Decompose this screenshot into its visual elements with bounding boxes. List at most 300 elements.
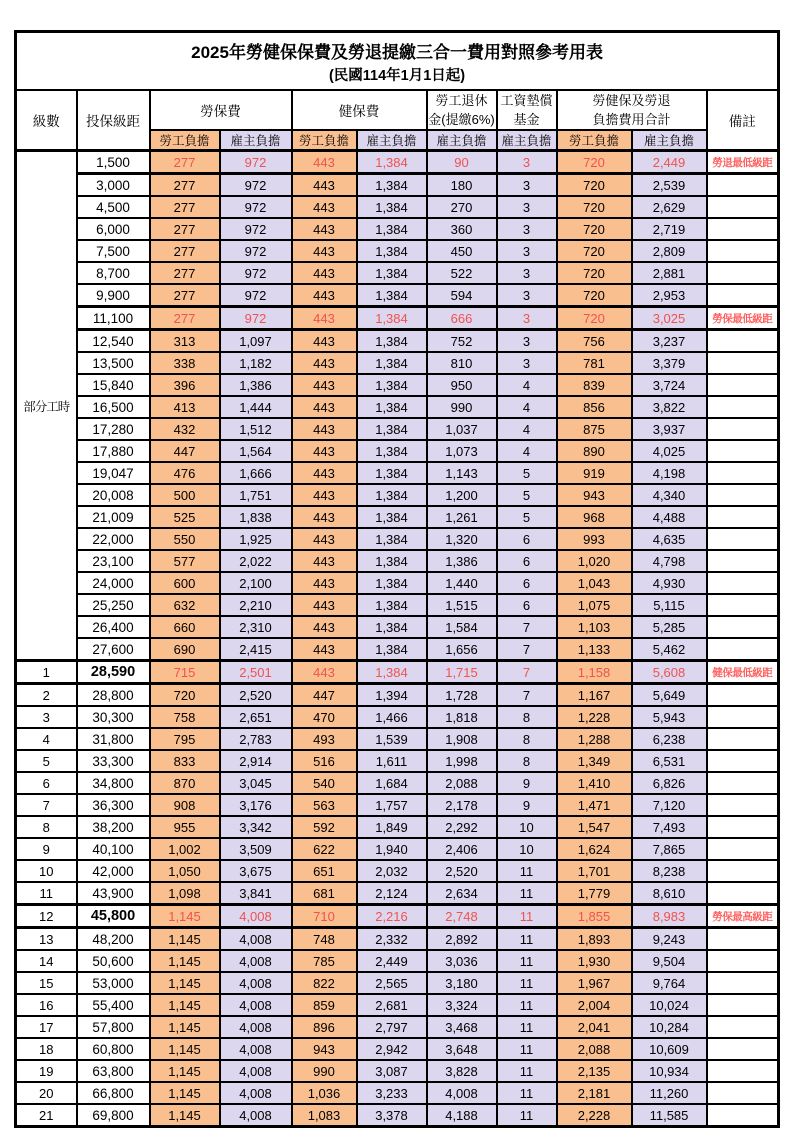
value-cell: 2,088 xyxy=(427,772,497,794)
value-cell: 1,384 xyxy=(357,151,427,174)
value-cell: 443 xyxy=(292,616,357,638)
col-header-pension xyxy=(427,90,497,130)
value-cell: 1,145 xyxy=(150,1104,220,1127)
value-cell: 3,045 xyxy=(220,772,292,794)
value-cell: 3,468 xyxy=(427,1016,497,1038)
value-cell: 1,384 xyxy=(357,572,427,594)
value-cell: 752 xyxy=(427,330,497,353)
bracket-cell: 69,800 xyxy=(77,1104,150,1127)
table-row xyxy=(16,772,779,794)
remark-cell xyxy=(707,240,779,262)
table-row xyxy=(16,882,779,905)
value-cell: 1,466 xyxy=(357,706,427,728)
bracket-cell: 31,800 xyxy=(77,728,150,750)
value-cell: 1,050 xyxy=(150,860,220,882)
value-cell: 4,008 xyxy=(220,928,292,951)
value-cell: 2,892 xyxy=(427,928,497,951)
value-cell: 1,036 xyxy=(292,1082,357,1104)
remark-cell xyxy=(707,396,779,418)
bracket-cell: 17,280 xyxy=(77,418,150,440)
value-cell: 1,384 xyxy=(357,528,427,550)
value-cell: 6,238 xyxy=(632,728,707,750)
remark-cell xyxy=(707,330,779,353)
value-cell: 9,764 xyxy=(632,972,707,994)
table-row xyxy=(16,950,779,972)
value-cell: 443 xyxy=(292,506,357,528)
value-cell: 972 xyxy=(220,174,292,197)
subheader-labor-worker: 勞工負擔 xyxy=(150,130,220,151)
bracket-cell: 66,800 xyxy=(77,1082,150,1104)
value-cell: 2,953 xyxy=(632,284,707,307)
value-cell: 2,210 xyxy=(220,594,292,616)
value-cell: 3,036 xyxy=(427,950,497,972)
value-cell: 443 xyxy=(292,196,357,218)
table-row xyxy=(16,638,779,661)
value-cell: 8 xyxy=(497,728,557,750)
col-header-wage-fund xyxy=(497,90,557,130)
value-cell: 968 xyxy=(557,506,632,528)
col-header-remark: 備註 xyxy=(707,90,779,151)
value-cell: 1,288 xyxy=(557,728,632,750)
remark-cell xyxy=(707,860,779,882)
remark-cell xyxy=(707,418,779,440)
value-cell: 919 xyxy=(557,462,632,484)
remark-cell xyxy=(707,816,779,838)
value-cell: 2,748 xyxy=(427,905,497,928)
value-cell: 720 xyxy=(557,151,632,174)
value-cell: 5,608 xyxy=(632,661,707,684)
remark-cell xyxy=(707,572,779,594)
value-cell: 4,008 xyxy=(220,1104,292,1127)
value-cell: 1,547 xyxy=(557,816,632,838)
grade-cell: 13 xyxy=(16,928,77,951)
grade-cell: 7 xyxy=(16,794,77,816)
value-cell: 7,120 xyxy=(632,794,707,816)
value-cell: 2,310 xyxy=(220,616,292,638)
value-cell: 516 xyxy=(292,750,357,772)
table-row xyxy=(16,528,779,550)
value-cell: 5 xyxy=(497,484,557,506)
value-cell: 3 xyxy=(497,352,557,374)
table-row xyxy=(16,728,779,750)
grade-cell: 10 xyxy=(16,860,77,882)
value-cell: 3,648 xyxy=(427,1038,497,1060)
value-cell: 2,565 xyxy=(357,972,427,994)
bracket-cell: 50,600 xyxy=(77,950,150,972)
value-cell: 896 xyxy=(292,1016,357,1038)
value-cell: 1,818 xyxy=(427,706,497,728)
value-cell: 11,260 xyxy=(632,1082,707,1104)
value-cell: 2,681 xyxy=(357,994,427,1016)
title-cell xyxy=(16,32,779,91)
remark-cell xyxy=(707,950,779,972)
value-cell: 277 xyxy=(150,262,220,284)
value-cell: 11 xyxy=(497,1016,557,1038)
value-cell: 277 xyxy=(150,151,220,174)
value-cell: 2,501 xyxy=(220,661,292,684)
table-row xyxy=(16,151,779,174)
table-row xyxy=(16,240,779,262)
value-cell: 7 xyxy=(497,684,557,707)
remark-cell xyxy=(707,528,779,550)
table-row xyxy=(16,506,779,528)
table-row xyxy=(16,330,779,353)
bracket-cell: 42,000 xyxy=(77,860,150,882)
bracket-cell: 36,300 xyxy=(77,794,150,816)
value-cell: 2,228 xyxy=(557,1104,632,1127)
value-cell: 11 xyxy=(497,972,557,994)
bracket-cell: 23,100 xyxy=(77,550,150,572)
col-header-grade: 級數 xyxy=(16,90,77,151)
value-cell: 550 xyxy=(150,528,220,550)
value-cell: 1,020 xyxy=(557,550,632,572)
table-row xyxy=(16,594,779,616)
value-cell: 1,145 xyxy=(150,905,220,928)
value-cell: 11 xyxy=(497,882,557,905)
value-cell: 1,145 xyxy=(150,994,220,1016)
grade-cell: 4 xyxy=(16,728,77,750)
bracket-cell: 9,900 xyxy=(77,284,150,307)
value-cell: 2,942 xyxy=(357,1038,427,1060)
page-subtitle: (民國114年1月1日起) xyxy=(328,68,466,85)
value-cell: 2,634 xyxy=(427,882,497,905)
table-row xyxy=(16,816,779,838)
value-cell: 10 xyxy=(497,816,557,838)
value-cell: 443 xyxy=(292,352,357,374)
remark-cell xyxy=(707,882,779,905)
bracket-cell: 7,500 xyxy=(77,240,150,262)
value-cell: 443 xyxy=(292,307,357,330)
value-cell: 720 xyxy=(150,684,220,707)
value-cell: 720 xyxy=(557,240,632,262)
value-cell: 1,384 xyxy=(357,418,427,440)
value-cell: 360 xyxy=(427,218,497,240)
value-cell: 1,940 xyxy=(357,838,427,860)
table-row xyxy=(16,572,779,594)
grade-cell: 19 xyxy=(16,1060,77,1082)
value-cell: 4,008 xyxy=(220,1082,292,1104)
value-cell: 972 xyxy=(220,151,292,174)
value-cell: 500 xyxy=(150,484,220,506)
subheader-total-employer: 雇主負擔 xyxy=(632,130,707,151)
value-cell: 277 xyxy=(150,196,220,218)
bracket-cell: 30,300 xyxy=(77,706,150,728)
value-cell: 1,200 xyxy=(427,484,497,506)
remark-cell: 勞保最高級距 xyxy=(707,905,779,928)
value-cell: 1,145 xyxy=(150,928,220,951)
value-cell: 1,384 xyxy=(357,174,427,197)
value-cell: 4,008 xyxy=(220,1060,292,1082)
value-cell: 443 xyxy=(292,572,357,594)
value-cell: 833 xyxy=(150,750,220,772)
remark-cell xyxy=(707,218,779,240)
value-cell: 3,828 xyxy=(427,1060,497,1082)
value-cell: 6,826 xyxy=(632,772,707,794)
subheader-pension-employer: 雇主負擔 xyxy=(427,130,497,151)
grade-cell: 12 xyxy=(16,905,77,928)
col-header-labor-fee: 勞保費 xyxy=(150,90,292,130)
value-cell: 2,022 xyxy=(220,550,292,572)
value-cell: 6 xyxy=(497,572,557,594)
bracket-cell: 21,009 xyxy=(77,506,150,528)
col-header-total-line2: 負擔費用合計 xyxy=(592,112,671,127)
value-cell: 2,449 xyxy=(357,950,427,972)
table-row xyxy=(16,352,779,374)
value-cell: 1,386 xyxy=(427,550,497,572)
remark-cell xyxy=(707,728,779,750)
bracket-cell: 20,008 xyxy=(77,484,150,506)
remark-cell xyxy=(707,794,779,816)
value-cell: 525 xyxy=(150,506,220,528)
value-cell: 600 xyxy=(150,572,220,594)
value-cell: 1,701 xyxy=(557,860,632,882)
remark-cell xyxy=(707,506,779,528)
table-row xyxy=(16,994,779,1016)
value-cell: 11 xyxy=(497,1060,557,1082)
value-cell: 11 xyxy=(497,860,557,882)
remark-cell xyxy=(707,440,779,462)
remark-cell xyxy=(707,484,779,506)
col-header-wage-fund-line1: 工資墊償 xyxy=(500,93,553,108)
table-body xyxy=(16,151,779,1127)
value-cell: 5,649 xyxy=(632,684,707,707)
grade-cell: 8 xyxy=(16,816,77,838)
value-cell: 277 xyxy=(150,240,220,262)
value-cell: 856 xyxy=(557,396,632,418)
bracket-cell: 27,600 xyxy=(77,638,150,661)
bracket-cell: 57,800 xyxy=(77,1016,150,1038)
col-header-total xyxy=(557,90,707,130)
value-cell: 2,406 xyxy=(427,838,497,860)
value-cell: 972 xyxy=(220,240,292,262)
value-cell: 11 xyxy=(497,994,557,1016)
remark-cell xyxy=(707,550,779,572)
value-cell: 1,145 xyxy=(150,1082,220,1104)
value-cell: 1,384 xyxy=(357,218,427,240)
value-cell: 1,512 xyxy=(220,418,292,440)
remark-cell xyxy=(707,772,779,794)
value-cell: 666 xyxy=(427,307,497,330)
value-cell: 690 xyxy=(150,638,220,661)
value-cell: 1,145 xyxy=(150,1060,220,1082)
value-cell: 4,930 xyxy=(632,572,707,594)
value-cell: 1,751 xyxy=(220,484,292,506)
value-cell: 720 xyxy=(557,307,632,330)
remark-cell xyxy=(707,706,779,728)
value-cell: 1,967 xyxy=(557,972,632,994)
value-cell: 447 xyxy=(150,440,220,462)
value-cell: 3 xyxy=(497,174,557,197)
value-cell: 432 xyxy=(150,418,220,440)
value-cell: 3 xyxy=(497,307,557,330)
value-cell: 6 xyxy=(497,594,557,616)
grade-cell: 14 xyxy=(16,950,77,972)
table-row xyxy=(16,905,779,928)
value-cell: 3,841 xyxy=(220,882,292,905)
value-cell: 1,925 xyxy=(220,528,292,550)
bracket-cell: 15,840 xyxy=(77,374,150,396)
value-cell: 3,675 xyxy=(220,860,292,882)
value-cell: 4,340 xyxy=(632,484,707,506)
remark-cell xyxy=(707,684,779,707)
col-header-health-fee: 健保費 xyxy=(292,90,427,130)
value-cell: 1,728 xyxy=(427,684,497,707)
value-cell: 443 xyxy=(292,262,357,284)
value-cell: 10,934 xyxy=(632,1060,707,1082)
table-row xyxy=(16,706,779,728)
value-cell: 1,384 xyxy=(357,616,427,638)
header-row-main xyxy=(16,90,779,130)
value-cell: 450 xyxy=(427,240,497,262)
value-cell: 443 xyxy=(292,440,357,462)
value-cell: 447 xyxy=(292,684,357,707)
value-cell: 710 xyxy=(292,905,357,928)
bracket-cell: 12,540 xyxy=(77,330,150,353)
remark-cell xyxy=(707,838,779,860)
value-cell: 943 xyxy=(292,1038,357,1060)
value-cell: 4 xyxy=(497,374,557,396)
table-row xyxy=(16,218,779,240)
bracket-cell: 63,800 xyxy=(77,1060,150,1082)
value-cell: 11 xyxy=(497,1082,557,1104)
remark-cell xyxy=(707,196,779,218)
title-row xyxy=(16,32,779,91)
value-cell: 522 xyxy=(427,262,497,284)
value-cell: 2,004 xyxy=(557,994,632,1016)
value-cell: 1,564 xyxy=(220,440,292,462)
value-cell: 6 xyxy=(497,550,557,572)
bracket-cell: 8,700 xyxy=(77,262,150,284)
value-cell: 6 xyxy=(497,528,557,550)
value-cell: 5 xyxy=(497,462,557,484)
value-cell: 4,198 xyxy=(632,462,707,484)
value-cell: 443 xyxy=(292,151,357,174)
value-cell: 1,384 xyxy=(357,352,427,374)
value-cell: 972 xyxy=(220,218,292,240)
value-cell: 1,444 xyxy=(220,396,292,418)
value-cell: 3 xyxy=(497,196,557,218)
value-cell: 3 xyxy=(497,240,557,262)
value-cell: 1,855 xyxy=(557,905,632,928)
col-header-pension-line1: 勞工退休 xyxy=(435,93,488,108)
value-cell: 2,520 xyxy=(427,860,497,882)
value-cell: 9,243 xyxy=(632,928,707,951)
value-cell: 2,292 xyxy=(427,816,497,838)
value-cell: 3,087 xyxy=(357,1060,427,1082)
value-cell: 8 xyxy=(497,706,557,728)
col-header-total-line1: 勞健保及勞退 xyxy=(592,93,671,108)
value-cell: 443 xyxy=(292,661,357,684)
value-cell: 90 xyxy=(427,151,497,174)
table-row xyxy=(16,262,779,284)
subheader-health-worker: 勞工負擔 xyxy=(292,130,357,151)
bracket-cell: 19,047 xyxy=(77,462,150,484)
value-cell: 3 xyxy=(497,284,557,307)
value-cell: 2,415 xyxy=(220,638,292,661)
value-cell: 1,384 xyxy=(357,284,427,307)
grade-cell: 16 xyxy=(16,994,77,1016)
subheader-total-worker: 勞工負擔 xyxy=(557,130,632,151)
value-cell: 443 xyxy=(292,240,357,262)
value-cell: 277 xyxy=(150,307,220,330)
value-cell: 11 xyxy=(497,928,557,951)
grade-cell: 20 xyxy=(16,1082,77,1104)
value-cell: 443 xyxy=(292,550,357,572)
value-cell: 955 xyxy=(150,816,220,838)
value-cell: 3 xyxy=(497,330,557,353)
value-cell: 4,008 xyxy=(220,972,292,994)
grade-cell: 11 xyxy=(16,882,77,905)
value-cell: 870 xyxy=(150,772,220,794)
value-cell: 592 xyxy=(292,816,357,838)
remark-cell xyxy=(707,616,779,638)
value-cell: 10,284 xyxy=(632,1016,707,1038)
col-header-wage-fund-line2: 基金 xyxy=(513,112,540,127)
remark-cell xyxy=(707,374,779,396)
value-cell: 1,261 xyxy=(427,506,497,528)
page-title: 2025年勞健保保費及勞退提繳三合一費用對照參考用表 xyxy=(191,42,603,62)
table-row xyxy=(16,174,779,197)
value-cell: 8,238 xyxy=(632,860,707,882)
table-row xyxy=(16,1016,779,1038)
value-cell: 9 xyxy=(497,794,557,816)
remark-cell xyxy=(707,174,779,197)
col-header-bracket: 投保級距 xyxy=(77,90,150,151)
value-cell: 1,779 xyxy=(557,882,632,905)
value-cell: 1,624 xyxy=(557,838,632,860)
table-row xyxy=(16,550,779,572)
table-row xyxy=(16,284,779,307)
grade-cell: 18 xyxy=(16,1038,77,1060)
value-cell: 1,384 xyxy=(357,594,427,616)
table-row xyxy=(16,1060,779,1082)
value-cell: 3,379 xyxy=(632,352,707,374)
table-row xyxy=(16,838,779,860)
value-cell: 2,124 xyxy=(357,882,427,905)
value-cell: 4,008 xyxy=(220,950,292,972)
value-cell: 1,584 xyxy=(427,616,497,638)
value-cell: 2,041 xyxy=(557,1016,632,1038)
value-cell: 338 xyxy=(150,352,220,374)
bracket-cell: 17,880 xyxy=(77,440,150,462)
value-cell: 1,158 xyxy=(557,661,632,684)
value-cell: 277 xyxy=(150,174,220,197)
value-cell: 875 xyxy=(557,418,632,440)
value-cell: 785 xyxy=(292,950,357,972)
grade-cell: 5 xyxy=(16,750,77,772)
value-cell: 5,462 xyxy=(632,638,707,661)
remark-cell xyxy=(707,1082,779,1104)
subheader-health-employer: 雇主負擔 xyxy=(357,130,427,151)
bracket-cell: 28,800 xyxy=(77,684,150,707)
table-row xyxy=(16,374,779,396)
value-cell: 622 xyxy=(292,838,357,860)
value-cell: 443 xyxy=(292,462,357,484)
value-cell: 720 xyxy=(557,262,632,284)
value-cell: 2,629 xyxy=(632,196,707,218)
value-cell: 2,100 xyxy=(220,572,292,594)
value-cell: 5,943 xyxy=(632,706,707,728)
value-cell: 715 xyxy=(150,661,220,684)
grade-cell: 15 xyxy=(16,972,77,994)
value-cell: 8,983 xyxy=(632,905,707,928)
bracket-cell: 33,300 xyxy=(77,750,150,772)
value-cell: 493 xyxy=(292,728,357,750)
value-cell: 443 xyxy=(292,218,357,240)
value-cell: 890 xyxy=(557,440,632,462)
value-cell: 540 xyxy=(292,772,357,794)
bracket-cell: 11,100 xyxy=(77,307,150,330)
